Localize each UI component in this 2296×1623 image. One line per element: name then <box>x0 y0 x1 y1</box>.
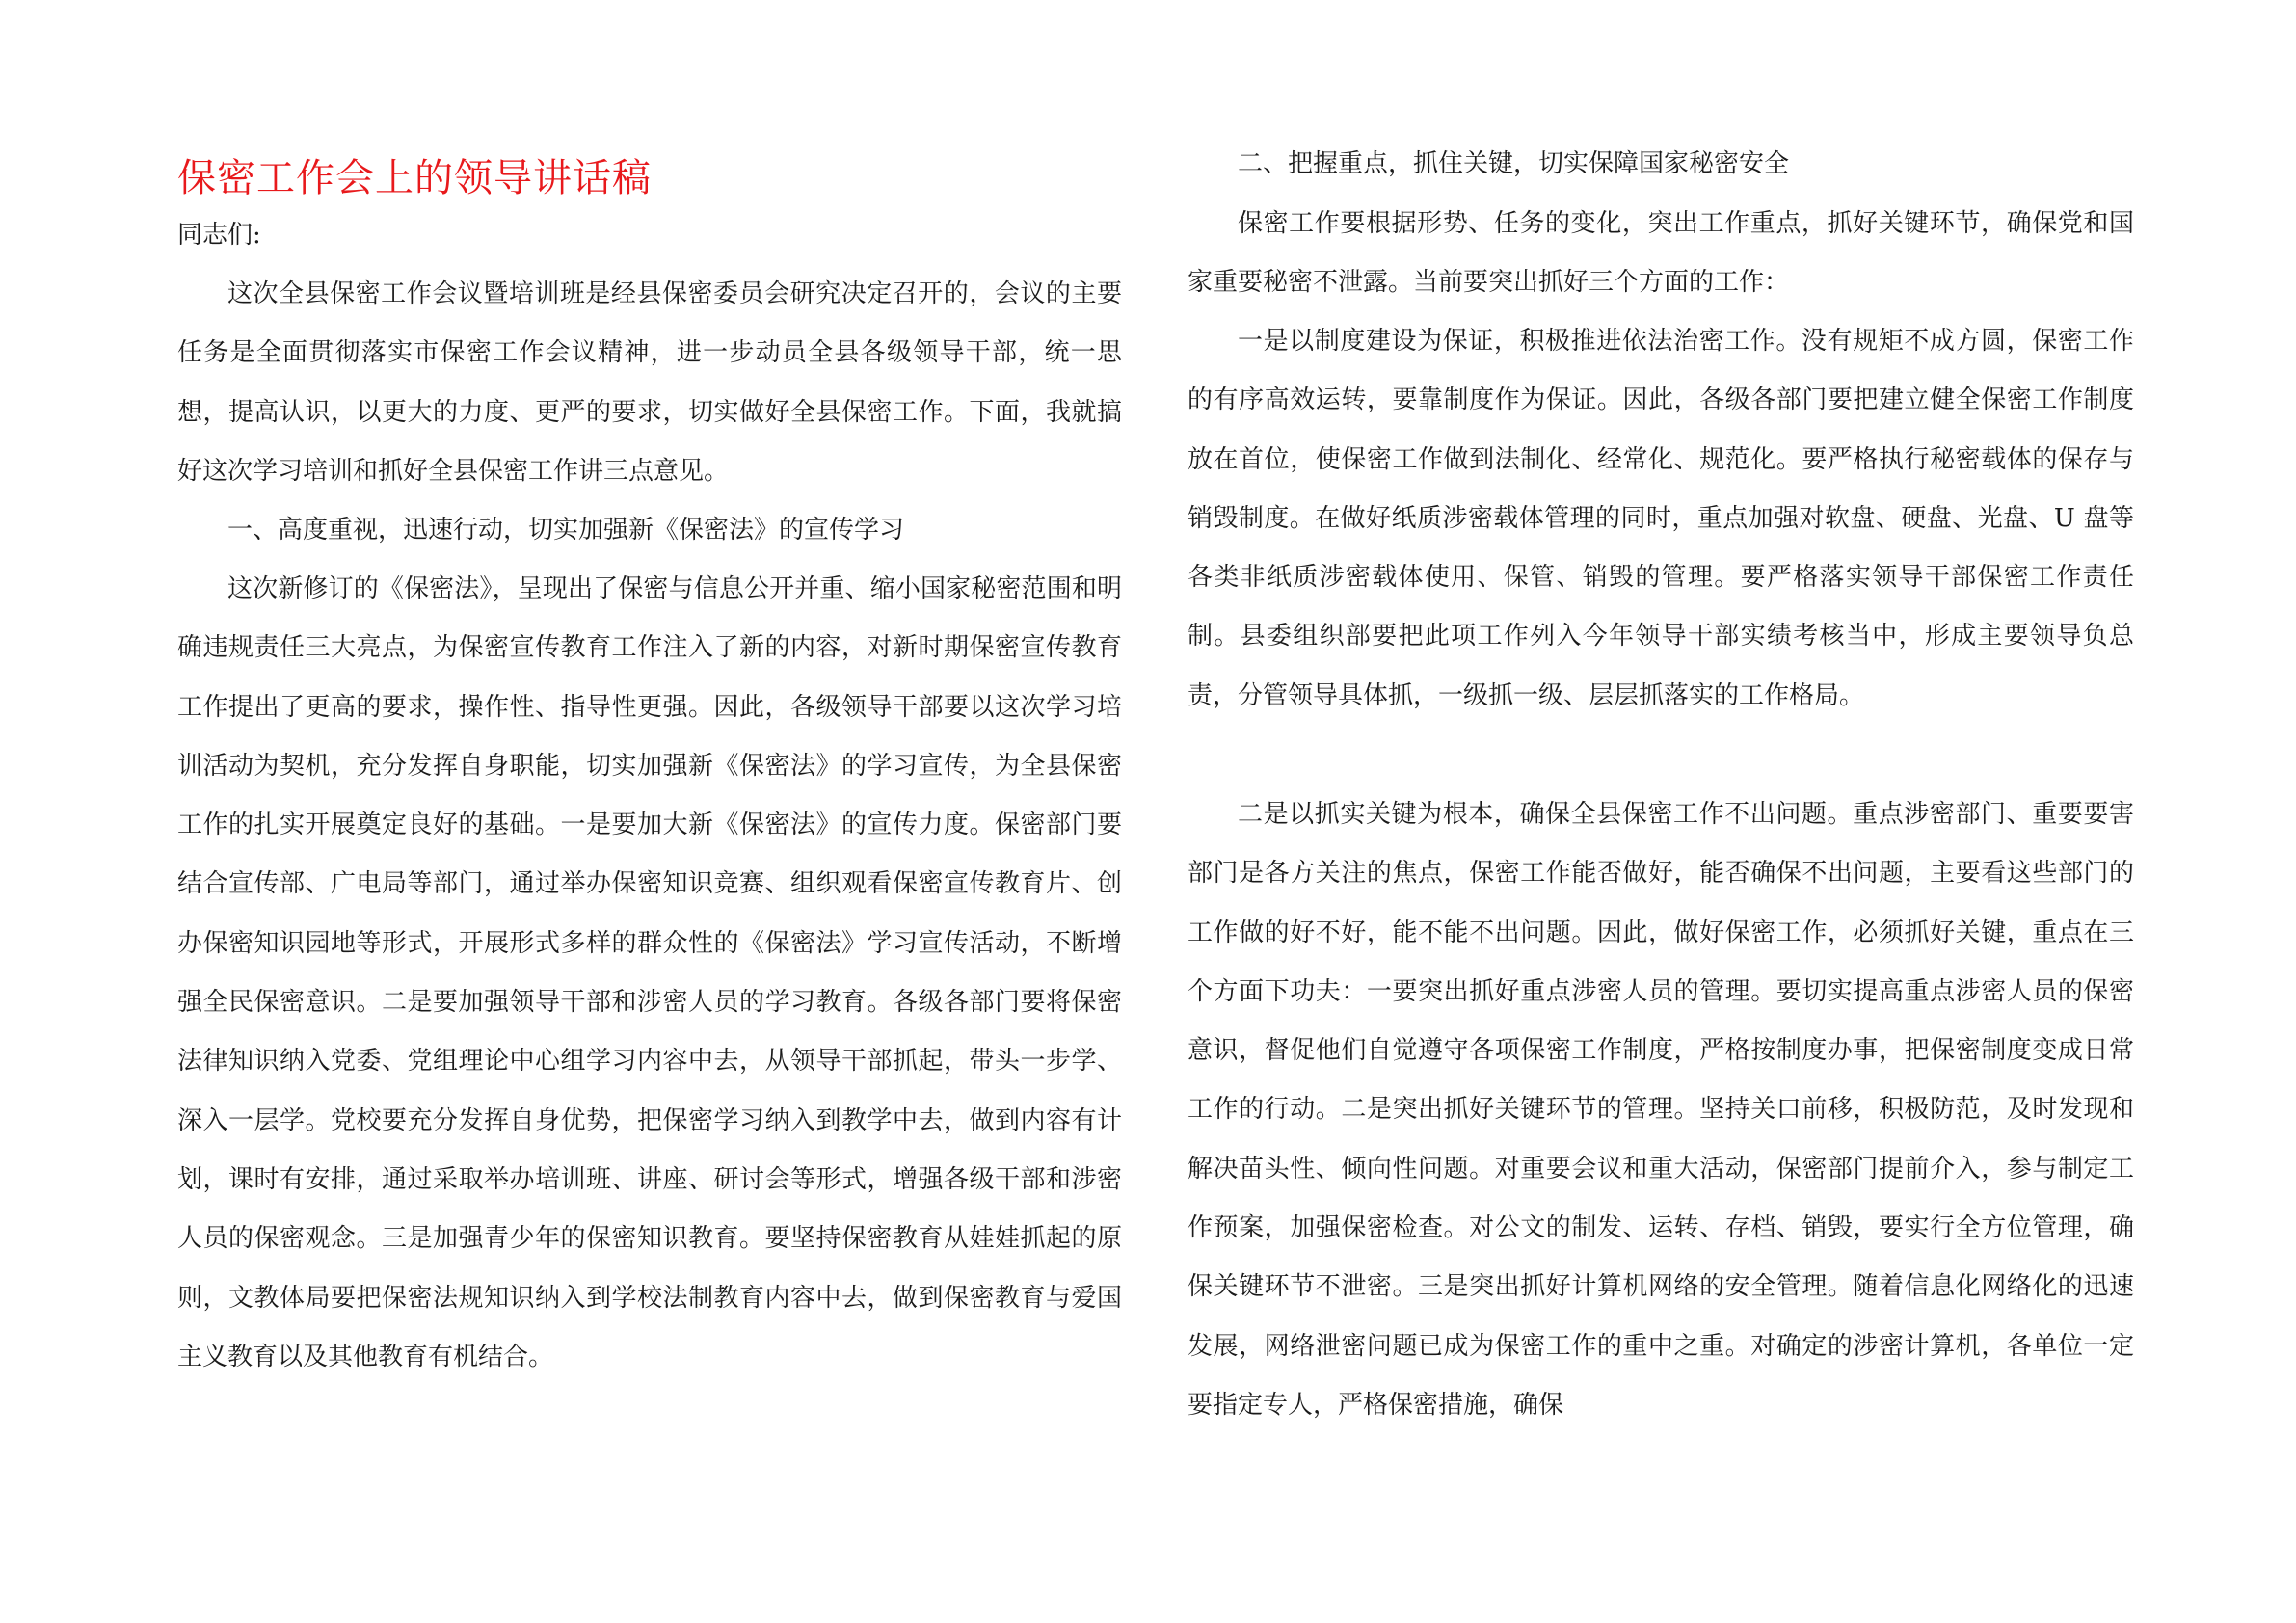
intro-paragraph: 这次全县保密工作会议暨培训班是经县保密委员会研究决定召开的，会议的主要任务是全面贯彻落实市保密工作会议精神，进一步动员全县各级领导干部，统一思想，提高认识，以更大的力度、更严的要求，切实做好全县保密工作。下面，我就搞好这次学习培训和抓好全县保密工作讲三点意见。 <box>177 279 1122 486</box>
section-body-2a: 保密工作要根据形势、任务的变化，突出工作重点，抓好关键环节，确保党和国家重要秘密不泄露。当前要突出抓好三个方面的工作： <box>1188 209 2134 298</box>
section-body-1: 这次新修订的《保密法》，呈现出了保密与信息公开并重、缩小国家秘密范围和明确违规责任三大亮点，为保密宣传教育工作注入了新的内容，对新时期保密宣传教育工作提出了更高的要求，操作性、指导性更强。因此，各级领导干部要以这次学习培训活动为契机，充分发挥自身职能，切实加强新《保密法》的学习宣传，为全县保密工作的扎实开展奠定良好的基础。一是要加大新《保密法》的宣传力度。保密部门要结合宣传部、广电局等部门，通过举办保密知识竞赛、组织观看保密宣传教育片、创办保密知识园地等形式，开展形式多样的群众性的《保密法》学习宣传活动，不断增强全民保密意识。二是要加强领导干部和涉密人员的学习教育。各级各部门要将保密法律知识纳入党委、党组理论中心组学习内容中去，从领导干部抓起，带头一步学、深入一层学。党校要充分发挥自身优势，把保密学习纳入到教学中去，做到内容有计划，课时有安排，通过采取举办培训班、讲座、研讨会等形式，增强各级干部和涉密人员的保密观念。三是加强青少年的保密知识教育。要坚持保密教育从娃娃抓起的原则，文教体局要把保密法规知识纳入到学校法制教育内容中去，做到保密教育与爱国主义教育以及其他教育有机结合。 <box>177 574 1122 1371</box>
section-heading-2: 二、把握重点，抓住关键，切实保障国家秘密安全 <box>1238 149 1790 178</box>
salutation: 同志们: <box>177 221 261 250</box>
section-heading-1: 一、高度重视，迅速行动，切实加强新《保密法》的宣传学习 <box>227 516 905 545</box>
section-body-2b: 一是以制度建设为保证，积极推进依法治密工作。没有规矩不成方圆，保密工作的有序高效运转，要靠制度作为保证。因此，各级各部门要把建立健全保密工作制度放在首位，使保密工作做到法制化、经常化、规范化。要严格执行秘密载体的保存与销毁制度。在做好纸质涉密载体管理的同时，重点加强对软盘、硬盘、光盘、U 盘等各类非纸质涉密载体使用、保管、销毁的管理。要严格落实领导干部保密工作责任制。县委组织部要把此项工作列入今年领导干部实绩考核当中，形成主要领导负总责，分管领导具体抓，一级抓一级、层层抓落实的工作格局。 <box>1188 327 2134 710</box>
section-body-2c: 二是以抓实关键为根本，确保全县保密工作不出问题。重点涉密部门、重要要害部门是各方关注的焦点，保密工作能否做好，能否确保不出问题，主要看这些部门的工作做的好不好，能不能不出问题。因此，做好保密工作，必须抓好关键，重点在三个方面下功夫：一要突出抓好重点涉密人员的管理。要切实提高重点涉密人员的保密意识，督促他们自觉遵守各项保密工作制度，严格按制度办事，把保密制度变成日常工作的行动。二是突出抓好关键环节的管理。坚持关口前移，积极防范，及时发现和解决苗头性、倾向性问题。对重要会议和重大活动，保密部门提前介入，参与制定工作预案，加强保密检查。对公文的制发、运转、存档、销毁，要实行全方位管理，确保关键环节不泄密。三是突出抓好计算机网络的安全管理。随着信息化网络化的迅速发展，网络泄密问题已成为保密工作的重中之重。对确定的涉密计算机，各单位一定要指定专人，严格保密措施，确保 <box>1188 800 2134 1420</box>
document-title: 保密工作会上的领导讲话稿 <box>177 155 652 200</box>
